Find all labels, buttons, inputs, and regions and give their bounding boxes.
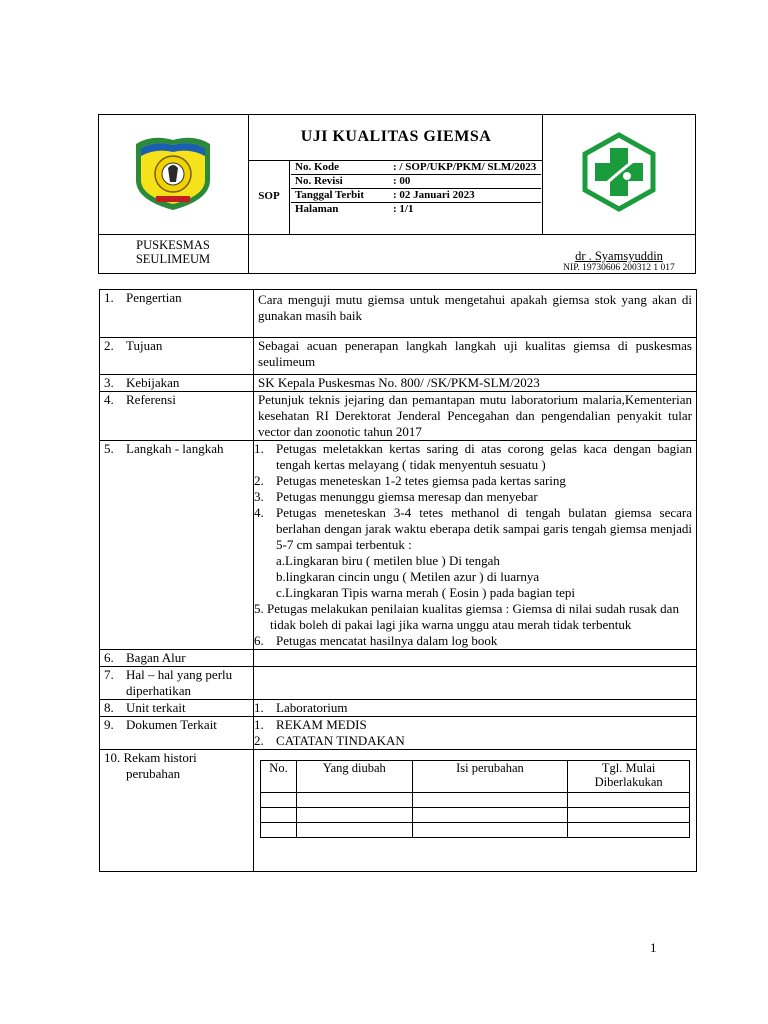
row-bagan-alur <box>100 650 697 667</box>
header-divider-left <box>248 114 249 274</box>
meta-label: Tanggal Terbit <box>291 189 389 203</box>
row-label: 4. Referensi <box>100 392 254 441</box>
meta-row-kode <box>291 161 541 175</box>
sop-content-table <box>99 289 697 872</box>
row-rekam-histori <box>100 750 697 872</box>
row-content <box>254 441 697 650</box>
meta-label: No. Revisi <box>291 175 389 189</box>
row-hal-diperhatikan <box>100 667 697 700</box>
signer-nip: NIP. 19730606 200312 1 017 <box>563 263 675 273</box>
aceh-besar-emblem-icon <box>132 130 214 212</box>
row-referensi <box>100 392 697 441</box>
sub-step-item: b.lingkaran cincin ungu ( Metilen azur ) di luarnya <box>276 569 540 584</box>
meta-value: : 1/1 <box>393 203 414 215</box>
step-item: 4. Petugas meneteskan 3-4 tetes methanol di tengah bulatan giemsa secara berlahan dengan jarak waktu eberapa detik sampai garis tengah giemsa menjadi 5-7 cm sampai terbentuk : <box>254 505 692 552</box>
unit-item: 1. Laboratorium <box>254 700 348 715</box>
history-header-row <box>261 761 690 793</box>
row-content <box>254 717 697 750</box>
history-row <box>261 823 690 838</box>
puskesmas-cross-icon <box>579 132 659 212</box>
row-label: 1. Pengertian <box>100 290 254 338</box>
history-header-cell: No. <box>261 761 297 793</box>
header-divider-horizontal <box>98 234 696 235</box>
meta-row-halaman <box>291 203 541 217</box>
signer-name: dr . Syamsyuddin <box>575 249 663 263</box>
meta-label: No. Kode <box>291 161 389 175</box>
steps-list <box>254 441 692 649</box>
meta-row-tanggal <box>291 189 541 203</box>
row-content <box>254 667 697 700</box>
history-header-cell: Yang diubah <box>296 761 412 793</box>
row-content: Petunjuk teknis jejaring dan pemantapan mutu laboratorium malaria,Kementerian kesehatan RI Derektorat Jenderal Pencegahan dan pengendalian penyakit tular vector dan zoonotic tahun 2017 <box>254 392 697 441</box>
row-label: 6. Bagan Alur <box>100 650 254 667</box>
dokumen-list <box>254 717 692 749</box>
step-item: 5. Petugas melakukan penilaian kualitas giemsa : Giemsa di nilai sudah rusak dan tidak boleh di pakai lagi jika warna unggu atau merah tidak terbentuk <box>254 601 679 632</box>
org-line-2: SEULIMEUM <box>135 252 211 266</box>
sop-meta-table <box>291 161 541 216</box>
row-label: 8. Unit terkait <box>100 700 254 717</box>
org-line-1: PUSKESMAS <box>136 238 210 252</box>
row-langkah <box>100 441 697 650</box>
history-table <box>260 760 690 838</box>
dokumen-item: 1. REKAM MEDIS <box>254 717 367 732</box>
meta-value: : 02 Januari 2023 <box>389 189 541 203</box>
row-content: Cara menguji mutu giemsa untuk mengetahui apakah giemsa stok yang akan di gunakan masih baik <box>254 290 697 338</box>
rekam-histori-line1: 10. Rekam histori <box>104 750 197 765</box>
row-unit-terkait <box>100 700 697 717</box>
step-item: 2. Petugas meneteskan 1-2 tetes giemsa pada kertas saring <box>254 473 566 488</box>
history-row <box>261 793 690 808</box>
row-tujuan <box>100 338 697 375</box>
sub-step-item: a.Lingkaran biru ( metilen blue ) Di tengah <box>276 553 500 568</box>
dokumen-item: 2. CATATAN TINDAKAN <box>254 733 405 748</box>
row-label: 3. Kebijakan <box>100 375 254 392</box>
sop-divider <box>289 160 290 234</box>
row-label: 2. Tujuan <box>100 338 254 375</box>
step-item: 1. Petugas meletakkan kertas saring di atas corong gelas kaca dengan bagian tengah kertas melayang ( tidak menyentuh sesuatu ) <box>254 441 692 472</box>
row-label: 7. Hal – hal yang perlu diperhatikan <box>100 667 254 700</box>
row-content: SK Kepala Puskesmas No. 800/ /SK/PKM-SLM/2023 <box>254 375 697 392</box>
organization-name <box>100 238 246 266</box>
meta-label: Halaman <box>295 203 339 215</box>
row-label: 5. Langkah - langkah <box>100 441 254 650</box>
row-content <box>254 700 697 717</box>
row-label <box>100 750 254 872</box>
step-item: 6. Petugas mencatat hasilnya dalam log book <box>254 633 498 648</box>
sop-label: SOP <box>258 190 280 202</box>
history-header-cell: Isi perubahan <box>412 761 568 793</box>
history-row <box>261 808 690 823</box>
row-pengertian <box>100 290 697 338</box>
meta-row-revisi <box>291 175 541 189</box>
page-number: 1 <box>650 940 657 955</box>
meta-value: : 00 <box>389 175 541 189</box>
history-header-cell: Tgl. Mulai Diberlakukan <box>568 761 690 793</box>
header-divider-right <box>542 114 543 234</box>
row-content <box>254 750 697 872</box>
meta-value: : / SOP/UKP/PKM/ SLM/2023 <box>389 161 541 175</box>
step-item: 3. Petugas menunggu giemsa meresap dan menyebar <box>254 489 538 504</box>
rekam-histori-line2: perubahan <box>126 766 181 781</box>
unit-list <box>254 700 692 716</box>
row-content: Sebagai acuan penerapan langkah langkah uji kualitas giemsa di puskesmas seulimeum <box>254 338 697 375</box>
row-dokumen-terkait <box>100 717 697 750</box>
row-kebijakan <box>100 375 697 392</box>
row-content <box>254 650 697 667</box>
row-label: 9. Dokumen Terkait <box>100 717 254 750</box>
document-title: UJI KUALITAS GIEMSA <box>300 128 492 145</box>
sub-step-item: c.Lingkaran Tipis warna merah ( Eosin ) pada bagian tepi <box>276 585 575 600</box>
